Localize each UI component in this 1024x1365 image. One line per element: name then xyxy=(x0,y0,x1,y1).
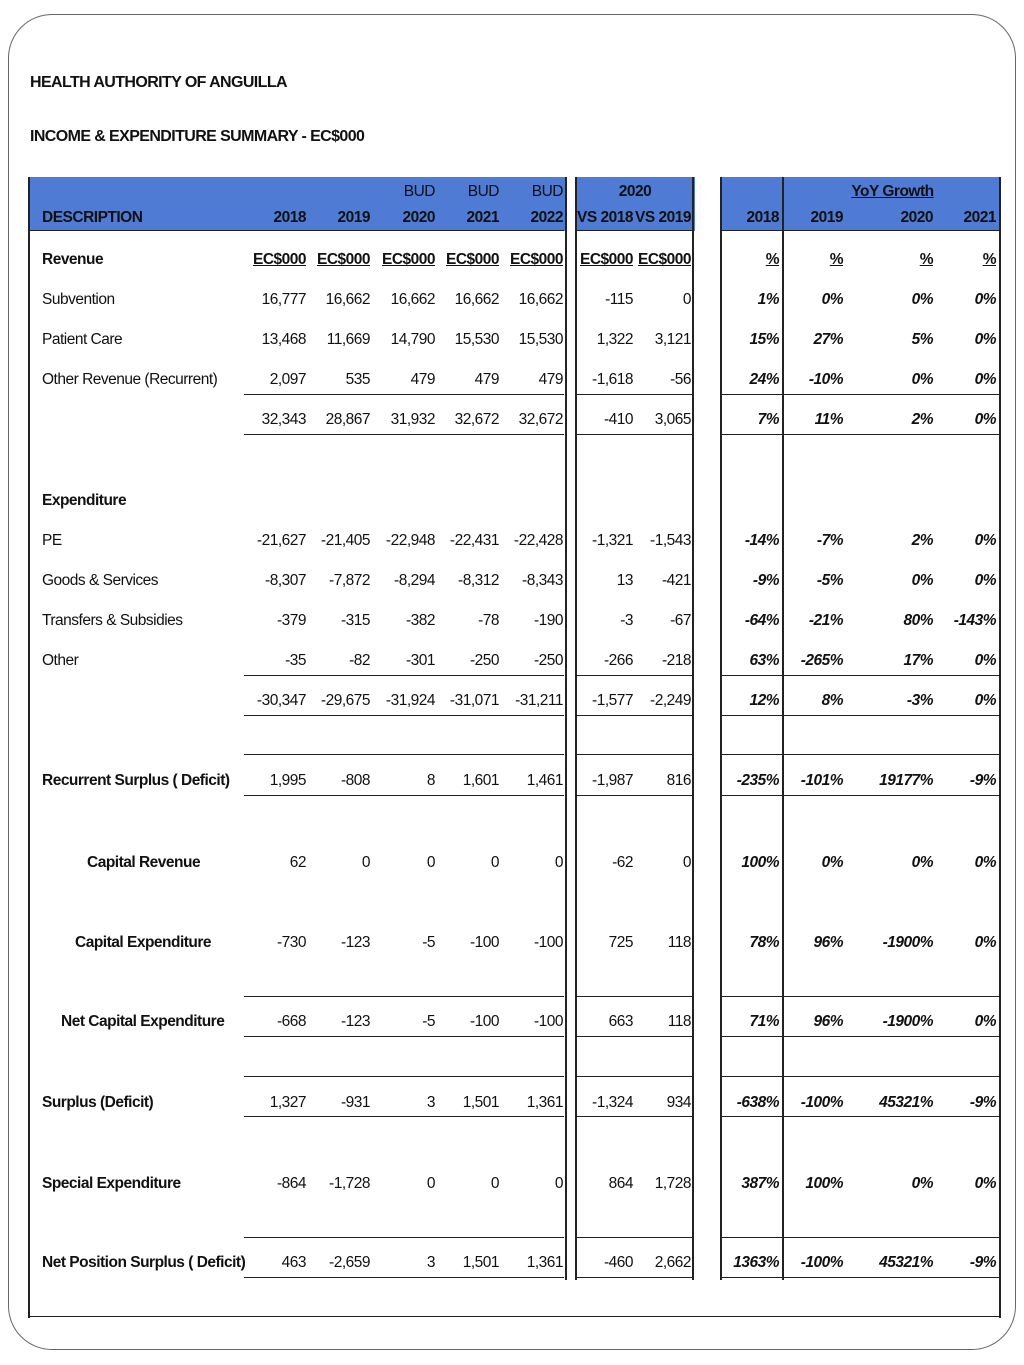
row-value-net_position: -2,659 xyxy=(329,1254,370,1271)
row-value-other: -82 xyxy=(349,652,370,669)
row-value-patient_care: 11,669 xyxy=(326,331,370,348)
row-value-patient_care: 15,530 xyxy=(454,331,499,348)
row-value-net_capital: -5 xyxy=(422,1013,435,1030)
row-value-expenditure_total: -29,675 xyxy=(320,692,370,709)
header-growth-year-0: 2018 xyxy=(746,209,779,226)
row-growth-revenue_total: 7% xyxy=(757,411,779,428)
row-rule-2 xyxy=(721,675,1000,676)
row-value-surplus: 1,361 xyxy=(526,1094,563,1111)
row-growth-net_capital: 0% xyxy=(974,1013,996,1030)
row-rule-9 xyxy=(577,1116,692,1117)
row-growth-expenditure_total: 8% xyxy=(821,692,843,709)
row-rule-1 xyxy=(577,434,692,435)
row-value-other: -218 xyxy=(661,652,691,669)
row-value-transfers: -382 xyxy=(405,612,435,629)
percent-label: % xyxy=(765,251,779,268)
row-growth-revenue_total: 11% xyxy=(814,411,843,428)
row-growth-net_position: -9% xyxy=(969,1254,996,1271)
row-value-revenue_total: 31,932 xyxy=(390,411,435,428)
row-value-pe: -1,543 xyxy=(650,532,691,549)
row-rule-0 xyxy=(244,394,564,395)
row-rule-3 xyxy=(244,715,564,716)
row-value-net_position: 1,501 xyxy=(462,1254,499,1271)
row-growth-other_revenue: -10% xyxy=(808,371,843,388)
header-growth-year-2: 2020 xyxy=(900,209,933,226)
percent-label: % xyxy=(919,251,933,268)
row-rule-4 xyxy=(577,754,692,755)
row-rule-3 xyxy=(577,715,692,716)
row-value-revenue_total: 32,672 xyxy=(518,411,563,428)
unit-label: EC$000 xyxy=(381,251,435,268)
row-value-expenditure_total: -31,211 xyxy=(515,692,563,709)
document-title: HEALTH AUTHORITY OF ANGUILLA xyxy=(30,74,287,91)
row-growth-expenditure_total: 0% xyxy=(974,692,996,709)
header-year-1: 2019 xyxy=(337,209,370,226)
header-vs2018: VS 2018 xyxy=(577,209,633,226)
row-rule-3 xyxy=(721,715,1000,716)
row-value-expenditure_total: -30,347 xyxy=(256,692,306,709)
row-rule-8 xyxy=(244,1076,564,1077)
row-growth-surplus: -9% xyxy=(969,1094,996,1111)
row-value-other: -35 xyxy=(285,652,306,669)
row-value-surplus: -1,324 xyxy=(592,1094,633,1111)
header-bud-2: BUD xyxy=(531,183,563,200)
row-value-capital_revenue: 0 xyxy=(554,854,563,871)
row-label-subvention: Subvention xyxy=(42,291,115,308)
row-value-net_capital: 118 xyxy=(667,1013,691,1030)
row-value-revenue_total: -410 xyxy=(603,411,633,428)
row-value-other_revenue: 479 xyxy=(538,371,563,388)
divider-1 xyxy=(565,177,567,1280)
header-year-3: 2021 xyxy=(466,209,499,226)
row-rule-6 xyxy=(577,996,692,997)
header-growth-year-1: 2019 xyxy=(810,209,843,226)
row-value-transfers: -379 xyxy=(276,612,306,629)
row-value-net_position: 463 xyxy=(281,1254,306,1271)
header-year-4: 2022 xyxy=(530,209,563,226)
row-growth-expenditure_total: -3% xyxy=(906,692,933,709)
row-growth-expenditure_total: 12% xyxy=(749,692,779,709)
row-growth-recurrent_surplus: -101% xyxy=(800,772,843,789)
row-rule-5 xyxy=(721,795,1000,796)
unit-label: EC$000 xyxy=(509,251,563,268)
row-label-transfers: Transfers & Subsidies xyxy=(42,612,183,629)
row-value-surplus: 3 xyxy=(426,1094,435,1111)
row-value-special: -864 xyxy=(276,1175,306,1192)
row-rule-1 xyxy=(244,434,564,435)
header-bottom-rule xyxy=(577,230,692,231)
header-bottom-rule xyxy=(721,230,1000,231)
row-label-other: Other xyxy=(42,652,79,669)
row-value-pe: -22,948 xyxy=(385,532,435,549)
row-growth-capital_expenditure: 96% xyxy=(813,934,843,951)
row-rule-11 xyxy=(244,1277,564,1278)
row-value-goods: -8,343 xyxy=(522,572,563,589)
row-growth-goods: -5% xyxy=(816,572,843,589)
row-rule-10 xyxy=(721,1237,1000,1238)
header-vs-year: 2020 xyxy=(618,183,652,200)
row-growth-patient_care: 15% xyxy=(749,331,779,348)
row-value-other: -301 xyxy=(405,652,435,669)
row-value-transfers: -315 xyxy=(340,612,370,629)
row-value-special: 0 xyxy=(490,1175,499,1192)
row-value-surplus: 1,501 xyxy=(462,1094,499,1111)
row-value-pe: -22,428 xyxy=(513,532,563,549)
row-value-revenue_total: 32,672 xyxy=(454,411,499,428)
row-label-pe: PE xyxy=(42,532,62,549)
unit-label: EC$000 xyxy=(637,251,691,268)
row-value-other_revenue: 535 xyxy=(345,371,370,388)
row-rule-9 xyxy=(244,1116,564,1117)
row-growth-capital_expenditure: 78% xyxy=(749,934,779,951)
row-rule-11 xyxy=(721,1277,1000,1278)
row-growth-special: 0% xyxy=(974,1175,996,1192)
row-rule-2 xyxy=(244,675,564,676)
row-value-recurrent_surplus: 1,995 xyxy=(269,772,306,789)
row-value-patient_care: 15,530 xyxy=(518,331,563,348)
row-value-surplus: 1,327 xyxy=(269,1094,306,1111)
header-vs2019: VS 2019 xyxy=(635,209,691,226)
unit-label: EC$000 xyxy=(579,251,633,268)
row-growth-pe: -14% xyxy=(744,532,779,549)
row-value-capital_expenditure: 118 xyxy=(667,934,691,951)
row-rule-0 xyxy=(577,394,692,395)
row-value-special: 0 xyxy=(554,1175,563,1192)
row-label-capital_expenditure: Capital Expenditure xyxy=(75,934,212,951)
row-value-goods: -421 xyxy=(661,572,691,589)
row-rule-5 xyxy=(244,795,564,796)
row-value-capital_expenditure: 725 xyxy=(608,934,633,951)
row-growth-special: 100% xyxy=(805,1175,843,1192)
row-value-goods: -8,307 xyxy=(265,572,306,589)
row-growth-subvention: 1% xyxy=(757,291,779,308)
row-label-expenditure_head: Expenditure xyxy=(42,492,127,509)
row-value-subvention: 16,777 xyxy=(261,291,306,308)
row-value-net_capital: -100 xyxy=(533,1013,563,1030)
row-rule-6 xyxy=(721,996,1000,997)
row-growth-net_position: 1363% xyxy=(733,1254,779,1271)
table-left-border xyxy=(28,177,30,1318)
row-rule-8 xyxy=(577,1076,692,1077)
row-value-goods: -8,294 xyxy=(394,572,435,589)
row-value-transfers: -67 xyxy=(670,612,691,629)
row-growth-other_revenue: 0% xyxy=(911,371,933,388)
row-value-capital_expenditure: -100 xyxy=(469,934,499,951)
row-label-special: Special Expenditure xyxy=(42,1175,181,1192)
row-growth-capital_revenue: 0% xyxy=(821,854,843,871)
percent-label: % xyxy=(982,251,996,268)
row-growth-pe: 2% xyxy=(911,532,933,549)
row-value-goods: -8,312 xyxy=(458,572,499,589)
row-growth-patient_care: 0% xyxy=(974,331,996,348)
header-year-2: 2020 xyxy=(402,209,435,226)
row-growth-surplus: -638% xyxy=(736,1094,779,1111)
row-value-other_revenue: 479 xyxy=(474,371,499,388)
row-value-revenue_total: 3,065 xyxy=(654,411,691,428)
row-value-other: -250 xyxy=(469,652,499,669)
row-growth-revenue_total: 2% xyxy=(911,411,933,428)
row-rule-8 xyxy=(721,1076,1000,1077)
row-value-subvention: -115 xyxy=(605,291,633,308)
row-growth-other_revenue: 24% xyxy=(749,371,779,388)
row-growth-surplus: 45321% xyxy=(879,1094,933,1111)
row-value-capital_expenditure: -730 xyxy=(276,934,306,951)
row-value-pe: -1,321 xyxy=(592,532,633,549)
row-growth-recurrent_surplus: -235% xyxy=(736,772,779,789)
row-growth-capital_expenditure: -1900% xyxy=(882,934,933,951)
row-value-recurrent_surplus: -1,987 xyxy=(592,772,633,789)
row-value-pe: -21,627 xyxy=(256,532,306,549)
row-value-subvention: 0 xyxy=(682,291,691,308)
row-value-pe: -21,405 xyxy=(320,532,370,549)
row-growth-transfers: 80% xyxy=(903,612,933,629)
row-value-net_capital: 663 xyxy=(608,1013,633,1030)
row-growth-pe: -7% xyxy=(816,532,843,549)
row-value-revenue_total: 28,867 xyxy=(325,411,370,428)
row-value-transfers: -3 xyxy=(620,612,633,629)
row-growth-capital_revenue: 0% xyxy=(974,854,996,871)
row-value-expenditure_total: -31,924 xyxy=(385,692,435,709)
row-value-transfers: -78 xyxy=(478,612,499,629)
row-value-capital_expenditure: -5 xyxy=(422,934,435,951)
row-value-goods: -7,872 xyxy=(329,572,370,589)
row-value-capital_revenue: 0 xyxy=(361,854,370,871)
row-value-recurrent_surplus: 1,461 xyxy=(526,772,563,789)
row-value-special: 864 xyxy=(608,1175,633,1192)
row-value-capital_revenue: 0 xyxy=(682,854,691,871)
row-growth-subvention: 0% xyxy=(974,291,996,308)
row-label-net_position: Net Position Surplus ( Deficit) xyxy=(42,1254,246,1271)
divider-4 xyxy=(720,177,722,1280)
row-growth-revenue_total: 0% xyxy=(974,411,996,428)
row-value-other_revenue: -1,618 xyxy=(592,371,633,388)
row-rule-7 xyxy=(244,1036,564,1037)
row-value-subvention: 16,662 xyxy=(454,291,499,308)
row-growth-net_position: -100% xyxy=(800,1254,843,1271)
row-growth-other: 0% xyxy=(974,652,996,669)
row-value-net_position: -460 xyxy=(603,1254,633,1271)
row-rule-5 xyxy=(577,795,692,796)
row-rule-11 xyxy=(577,1277,692,1278)
row-value-expenditure_total: -2,249 xyxy=(650,692,691,709)
row-value-other: -250 xyxy=(533,652,563,669)
row-growth-net_capital: 71% xyxy=(749,1013,779,1030)
row-growth-surplus: -100% xyxy=(800,1094,843,1111)
header-year-0: 2018 xyxy=(273,209,306,226)
row-value-patient_care: 14,790 xyxy=(390,331,435,348)
row-value-net_position: 1,361 xyxy=(526,1254,563,1271)
row-label-other_revenue: Other Revenue (Recurrent) xyxy=(42,371,218,388)
row-value-patient_care: 13,468 xyxy=(261,331,306,348)
row-growth-pe: 0% xyxy=(974,532,996,549)
row-growth-other: -265% xyxy=(800,652,843,669)
row-rule-10 xyxy=(577,1237,692,1238)
row-rule-10 xyxy=(244,1237,564,1238)
row-growth-goods: 0% xyxy=(911,572,933,589)
row-growth-net_position: 45321% xyxy=(879,1254,933,1271)
row-value-capital_expenditure: -100 xyxy=(533,934,563,951)
row-growth-goods: -9% xyxy=(752,572,779,589)
row-growth-capital_revenue: 100% xyxy=(741,854,779,871)
row-value-subvention: 16,662 xyxy=(390,291,435,308)
row-growth-transfers: -64% xyxy=(744,612,779,629)
row-value-expenditure_total: -31,071 xyxy=(449,692,499,709)
row-value-recurrent_surplus: 8 xyxy=(426,772,435,789)
row-value-subvention: 16,662 xyxy=(518,291,563,308)
row-rule-1 xyxy=(721,434,1000,435)
revenue-heading: Revenue xyxy=(42,251,104,268)
table-right-border xyxy=(999,177,1001,1318)
row-label-net_capital: Net Capital Expenditure xyxy=(61,1013,225,1030)
row-value-recurrent_surplus: 1,601 xyxy=(462,772,499,789)
document-subtitle: INCOME & EXPENDITURE SUMMARY - EC$000 xyxy=(30,128,365,145)
row-growth-recurrent_surplus: -9% xyxy=(969,772,996,789)
row-value-other_revenue: -56 xyxy=(670,371,691,388)
row-value-surplus: -931 xyxy=(340,1094,370,1111)
row-value-pe: -22,431 xyxy=(449,532,499,549)
header-description: DESCRIPTION xyxy=(42,209,143,226)
row-growth-special: 0% xyxy=(911,1175,933,1192)
row-value-net_position: 2,662 xyxy=(654,1254,691,1271)
row-value-special: 0 xyxy=(426,1175,435,1192)
row-value-other_revenue: 2,097 xyxy=(269,371,306,388)
row-growth-other: 17% xyxy=(903,652,933,669)
row-growth-net_capital: -1900% xyxy=(882,1013,933,1030)
header-bud-0: BUD xyxy=(403,183,435,200)
row-growth-recurrent_surplus: 19177% xyxy=(879,772,933,789)
row-value-capital_revenue: 62 xyxy=(289,854,306,871)
row-growth-transfers: -21% xyxy=(808,612,843,629)
row-growth-transfers: -143% xyxy=(953,612,996,629)
row-value-subvention: 16,662 xyxy=(325,291,370,308)
row-value-other_revenue: 479 xyxy=(410,371,435,388)
row-value-capital_revenue: -62 xyxy=(612,854,633,871)
row-growth-other_revenue: 0% xyxy=(974,371,996,388)
row-value-recurrent_surplus: -808 xyxy=(340,772,370,789)
divider-3 xyxy=(692,177,694,1280)
row-growth-net_capital: 96% xyxy=(813,1013,843,1030)
row-growth-goods: 0% xyxy=(974,572,996,589)
row-growth-capital_revenue: 0% xyxy=(911,854,933,871)
row-value-net_capital: -668 xyxy=(276,1013,306,1030)
row-value-surplus: 934 xyxy=(666,1094,691,1111)
row-value-capital_revenue: 0 xyxy=(490,854,499,871)
row-rule-7 xyxy=(577,1036,692,1037)
row-rule-9 xyxy=(721,1116,1000,1117)
row-value-patient_care: 3,121 xyxy=(654,331,691,348)
row-value-capital_revenue: 0 xyxy=(426,854,435,871)
unit-label: EC$000 xyxy=(316,251,370,268)
row-rule-4 xyxy=(244,754,564,755)
row-value-expenditure_total: -1,577 xyxy=(592,692,633,709)
row-rule-4 xyxy=(721,754,1000,755)
row-value-revenue_total: 32,343 xyxy=(261,411,306,428)
header-growth-year-3: 2021 xyxy=(963,209,996,226)
row-rule-0 xyxy=(721,394,1000,395)
row-value-special: 1,728 xyxy=(654,1175,691,1192)
unit-label: EC$000 xyxy=(252,251,306,268)
row-label-recurrent_surplus: Recurrent Surplus ( Deficit) xyxy=(42,772,230,789)
row-value-net_position: 3 xyxy=(426,1254,435,1271)
row-growth-patient_care: 27% xyxy=(813,331,843,348)
row-growth-special: 387% xyxy=(741,1175,779,1192)
row-value-capital_expenditure: -123 xyxy=(340,934,370,951)
row-label-patient_care: Patient Care xyxy=(42,331,123,348)
row-growth-subvention: 0% xyxy=(911,291,933,308)
divider-5 xyxy=(782,177,784,1280)
divider-2 xyxy=(575,177,577,1280)
row-rule-2 xyxy=(577,675,692,676)
row-label-capital_revenue: Capital Revenue xyxy=(87,854,201,871)
row-value-transfers: -190 xyxy=(533,612,563,629)
row-value-other: -266 xyxy=(603,652,633,669)
row-value-special: -1,728 xyxy=(329,1175,370,1192)
row-label-surplus: Surplus (Deficit) xyxy=(42,1094,154,1111)
row-growth-other: 63% xyxy=(749,652,779,669)
row-value-net_capital: -100 xyxy=(469,1013,499,1030)
row-rule-7 xyxy=(721,1036,1000,1037)
row-value-goods: 13 xyxy=(616,572,633,589)
row-value-patient_care: 1,322 xyxy=(596,331,633,348)
header-bottom-rule xyxy=(29,230,564,231)
row-value-net_capital: -123 xyxy=(340,1013,370,1030)
percent-label: % xyxy=(829,251,843,268)
row-growth-capital_expenditure: 0% xyxy=(974,934,996,951)
table-bottom-rule xyxy=(29,1316,1000,1317)
row-growth-patient_care: 5% xyxy=(911,331,933,348)
row-rule-6 xyxy=(244,996,564,997)
header-yoy-growth: YoY Growth xyxy=(851,183,934,200)
row-value-recurrent_surplus: 816 xyxy=(666,772,691,789)
unit-label: EC$000 xyxy=(445,251,499,268)
header-bud-1: BUD xyxy=(467,183,499,200)
row-growth-subvention: 0% xyxy=(821,291,843,308)
row-label-goods: Goods & Services xyxy=(42,572,159,589)
